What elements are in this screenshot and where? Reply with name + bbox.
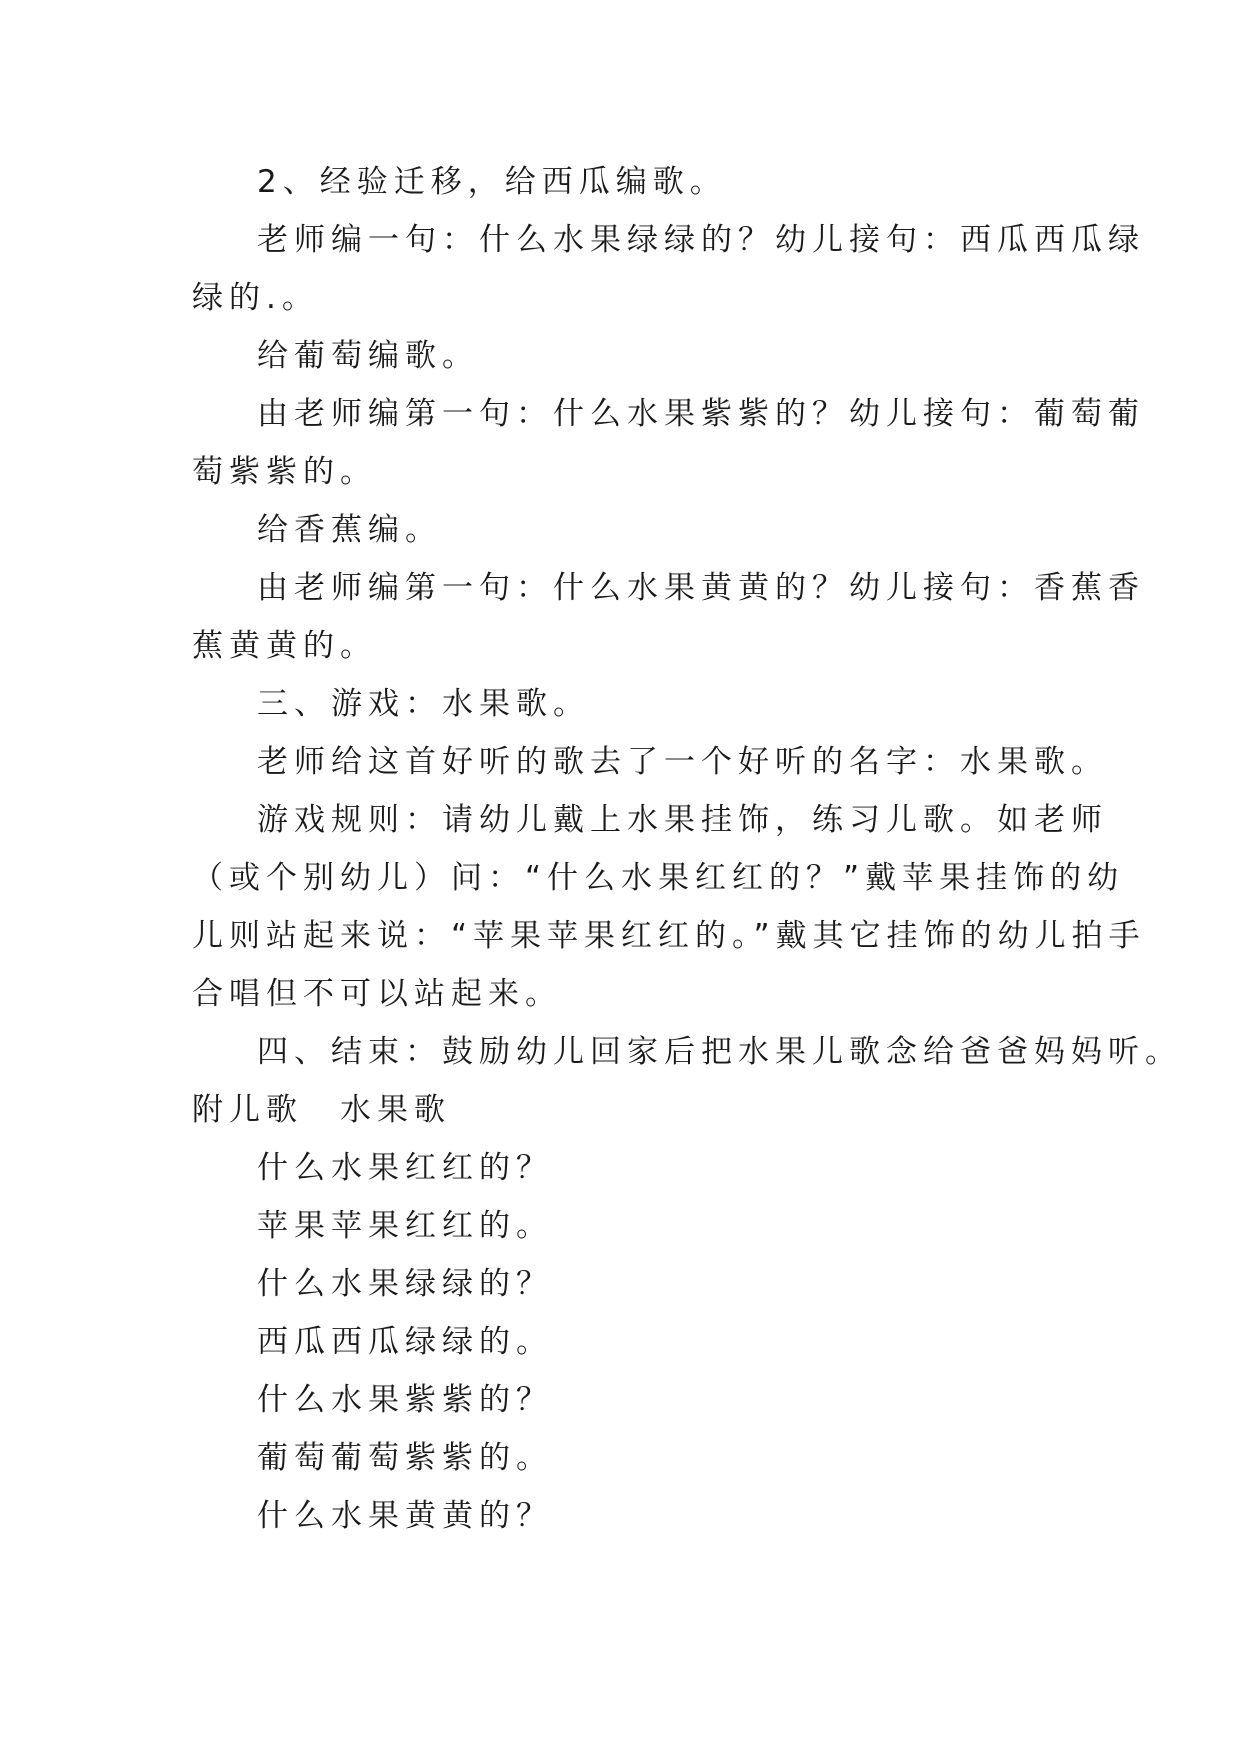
poem-line: 西瓜西瓜绿绿的。 (257, 1324, 553, 1360)
poem-line: 葡萄葡萄紫紫的。 (257, 1440, 553, 1476)
poem-line: 什么水果黄黄的？ (257, 1498, 553, 1534)
paragraph-line: 三、游戏：水果歌。 (257, 686, 590, 722)
poem-line: 苹果苹果红红的。 (257, 1208, 553, 1244)
poem-title: 附儿歌 水果歌 (192, 1092, 451, 1128)
paragraph-line: 蕉黄黄的。 (192, 628, 377, 664)
paragraph-line: （或个别幼儿）问：“什么水果红红的？”戴苹果挂饰的幼 (192, 860, 1125, 896)
paragraph-line: 儿则站起来说：“苹果苹果红红的。”戴其它挂饰的幼儿拍手 (192, 918, 1146, 954)
poem-line: 什么水果紫紫的？ (257, 1382, 553, 1418)
paragraph-line: 合唱但不可以站起来。 (192, 976, 562, 1012)
paragraph-line: 游戏规则：请幼儿戴上水果挂饰，练习儿歌。如老师 (257, 802, 1108, 838)
paragraph-line: 2、经验迁移，给西瓜编歌。 (257, 164, 727, 200)
paragraph-line: 老师给这首好听的歌去了一个好听的名字：水果歌。 (257, 744, 1108, 780)
paragraph-line: 由老师编第一句：什么水果黄黄的？幼儿接句：香蕉香 (257, 570, 1145, 606)
paragraph-line: 老师编一句：什么水果绿绿的？幼儿接句：西瓜西瓜绿 (257, 222, 1145, 258)
paragraph-line: 给香蕉编。 (257, 512, 442, 548)
paragraph-line: 给葡萄编歌。 (257, 338, 479, 374)
poem-line: 什么水果绿绿的？ (257, 1266, 553, 1302)
paragraph-line: 绿的.。 (192, 280, 319, 316)
paragraph-line: 由老师编第一句：什么水果紫紫的？幼儿接句：葡萄葡 (257, 396, 1145, 432)
paragraph-line: 萄紫紫的。 (192, 454, 377, 490)
paragraph-line: 四、结束：鼓励幼儿回家后把水果儿歌念给爸爸妈妈听。 (257, 1034, 1182, 1070)
poem-line: 什么水果红红的？ (257, 1150, 553, 1186)
